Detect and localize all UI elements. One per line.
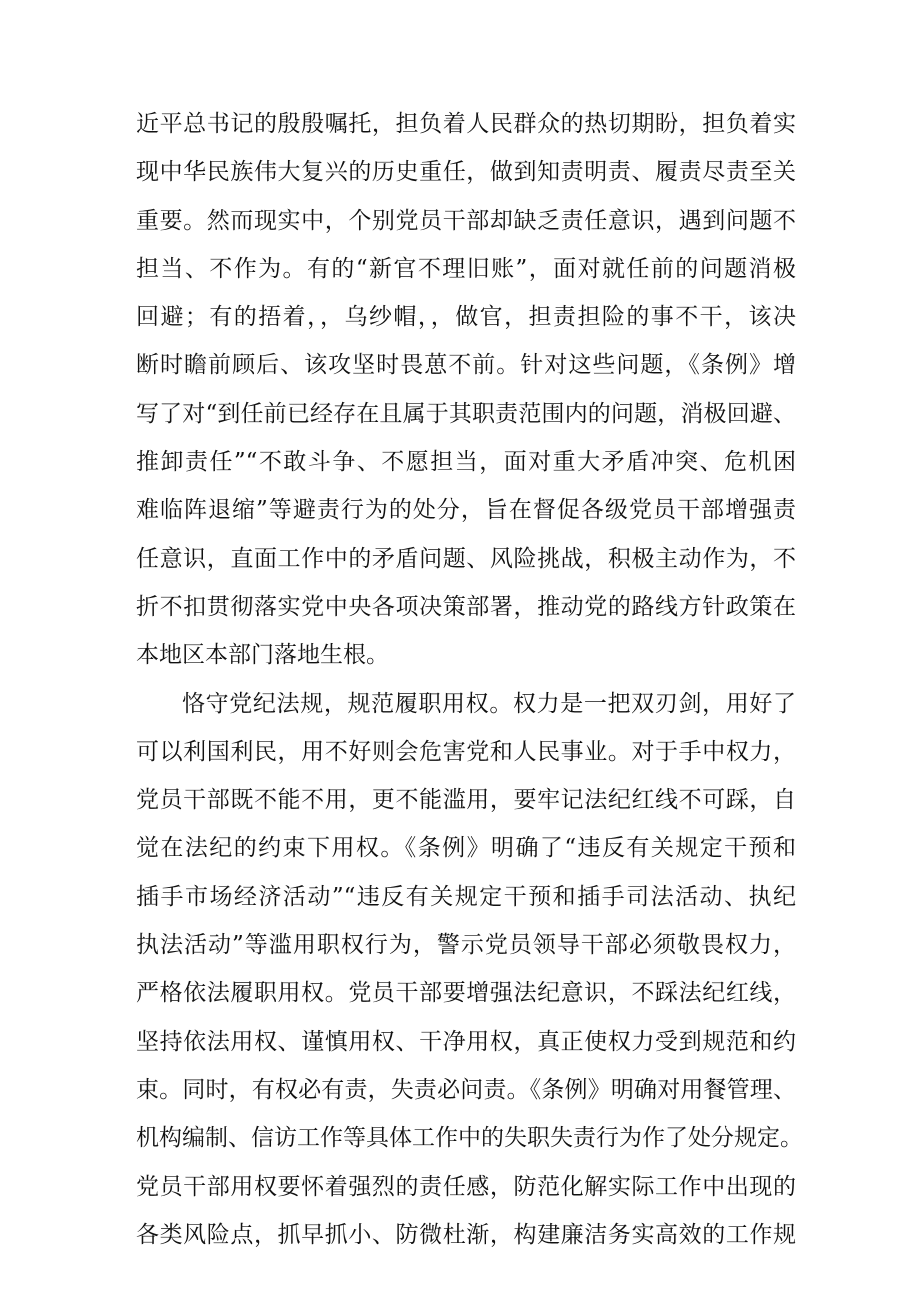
text-line: 各类风险点，抓早抓小、防微杜渐，构建廉洁务实高效的工作规	[136, 1221, 796, 1248]
text-line: 近平总书记的殷殷嘱托，担负着人民群众的热切期盼，担负着实	[136, 111, 796, 137]
paragraph-responsibility	[136, 100, 796, 680]
text-line: 坚持依法用权、谨慎用权、干净用权，真正使权力受到规范和约	[136, 1028, 796, 1055]
text-line: 回避；有的捂着，，乌纱帽，，做官，担责担险的事不干，该决	[136, 304, 796, 331]
document-body	[136, 100, 803, 1259]
text-line: 现中华民族伟大复兴的历史重任，做到知责明责、履责尽责至关	[136, 159, 796, 186]
text-line: 重要。然而现实中，个别党员干部却缺乏责任意识，遇到问题不	[136, 207, 796, 234]
text-line: 任意识，直面工作中的矛盾问题、风险挑战，积极主动作为，不	[136, 545, 796, 572]
text-line: 可以利国利民，用不好则会危害党和人民事业。对于手中权力，	[136, 738, 796, 765]
text-line: 严格依法履职用权。党员干部要增强法纪意识，不踩法纪红线，	[136, 980, 796, 1007]
text-line: 机构编制、信访工作等具体工作中的失职失责行为作了处分规定。	[136, 1125, 803, 1152]
text-line: 断时瞻前顾后、该攻坚时畏葸不前。针对这些问题，《条例》增	[136, 352, 796, 379]
text-line: 写了对“到任前已经存在且属于其职责范围内的问题，消极回避、	[136, 400, 796, 427]
paragraph-discipline	[136, 680, 803, 1260]
text-line: 执法活动”等滥用职权行为，警示党员领导干部必须敬畏权力，	[136, 932, 796, 959]
text-line: 党员干部用权要怀着强烈的责任感，防范化解实际工作中出现的	[136, 1173, 796, 1200]
text-line: 觉在法纪的约束下用权。《条例》明确了“违反有关规定干预和	[136, 835, 796, 862]
text-line: 推卸责任”“不敢斗争、不愿担当，面对重大矛盾冲突、危机困	[136, 449, 796, 476]
text-line: 本地区本部门落地生根。	[136, 642, 389, 669]
text-line: 恪守党纪法规，规范履职用权。权力是一把双刃剑，用好了	[182, 690, 796, 717]
text-line: 插手市场经济活动”“违反有关规定干预和插手司法活动、执纪	[136, 883, 796, 910]
text-line: 担当、不作为。有的“新官不理旧账”，面对就任前的问题消极	[136, 255, 796, 282]
text-line: 难临阵退缩”等避责行为的处分，旨在督促各级党员干部增强责	[136, 497, 796, 524]
text-line: 党员干部既不能不用，更不能滥用，要牢记法纪红线不可踩，自	[136, 787, 796, 814]
text-line: 折不扣贯彻落实党中央各项决策部署，推动党的路线方针政策在	[136, 593, 796, 620]
text-line: 束。同时，有权必有责，失责必问责。《条例》明确对用餐管理、	[136, 1076, 796, 1103]
